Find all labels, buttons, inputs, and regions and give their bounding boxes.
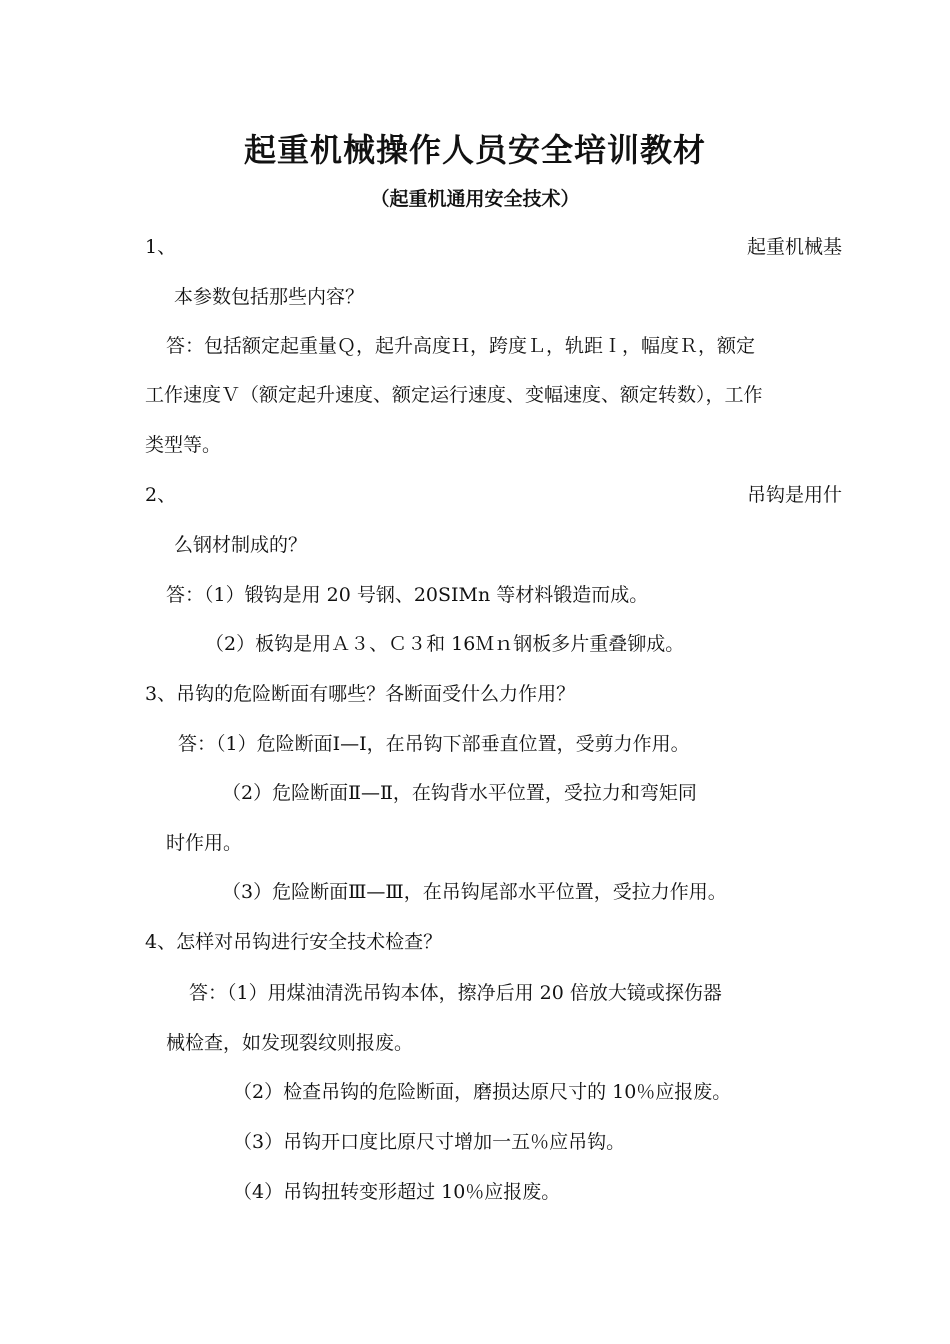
document-subtitle: （起重机通用安全技术） [370, 188, 580, 210]
q4-answer-line4: （3）吊钩开口度比原尺寸增加一五％应吊钩。 [233, 1131, 626, 1153]
q2-number: 2、 [145, 484, 177, 506]
document-title: 起重机械操作人员安全培训教材 [243, 131, 706, 169]
q1-number: 1、 [145, 236, 177, 258]
q4-answer-line5: （4）吊钩扭转变形超过 10％应报废。 [233, 1181, 561, 1203]
q1-answer-line2: 工作速度Ｖ（额定起升速度、额定运行速度、变幅速度、额定转数），工作 [145, 384, 763, 406]
q2-question-part2: 么钢材制成的？ [174, 534, 308, 556]
q2-heading [145, 483, 842, 507]
q1-question-part2: 本参数包括那些内容？ [174, 286, 365, 308]
q2-question-part1: 吊钩是用什 [746, 484, 842, 506]
q1-question-part1: 起重机械基 [746, 236, 842, 258]
q3-answer-line2: （2）危险断面Ⅱ—Ⅱ，在钩背水平位置，受拉力和弯矩同 [222, 782, 697, 804]
q4-answer-line2: 械检查，如发现裂纹则报废。 [166, 1032, 414, 1054]
q3-answer-line4: （3）危险断面Ⅲ—Ⅲ，在吊钩尾部水平位置，受拉力作用。 [222, 881, 727, 903]
q3-answer-line1: 答：（1）危险断面Ⅰ—Ⅰ，在吊钩下部垂直位置，受剪力作用。 [178, 733, 690, 755]
q3-answer-line3: 时作用。 [166, 832, 243, 854]
q1-answer-line3: 类型等。 [145, 434, 222, 456]
q2-answer-line2: （2）板钩是用Ａ３、Ｃ３和 16Ｍｎ钢板多片重叠铆成。 [205, 633, 685, 655]
q4-answer-line3: （2）检查吊钩的危险断面，磨损达原尺寸的 10％应报废。 [233, 1081, 732, 1103]
q4-answer-line1: 答：（1）用煤油清洗吊钩本体，擦净后用 20 倍放大镜或探伤器 [189, 982, 722, 1004]
q1-answer-line1: 答：包括额定起重量Ｑ，起升高度Ｈ，跨度Ｌ，轨距Ｉ，幅度Ｒ，额定 [166, 335, 756, 357]
q1-heading [145, 235, 842, 259]
q2-answer-line1: 答：（1）锻钩是用 20 号钢、20SIMn 等材料锻造而成。 [166, 584, 649, 606]
q3-question: 3、吊钩的危险断面有哪些？各断面受什么力作用？ [145, 683, 576, 705]
q4-question: 4、怎样对吊钩进行安全技术检查？ [145, 931, 443, 953]
